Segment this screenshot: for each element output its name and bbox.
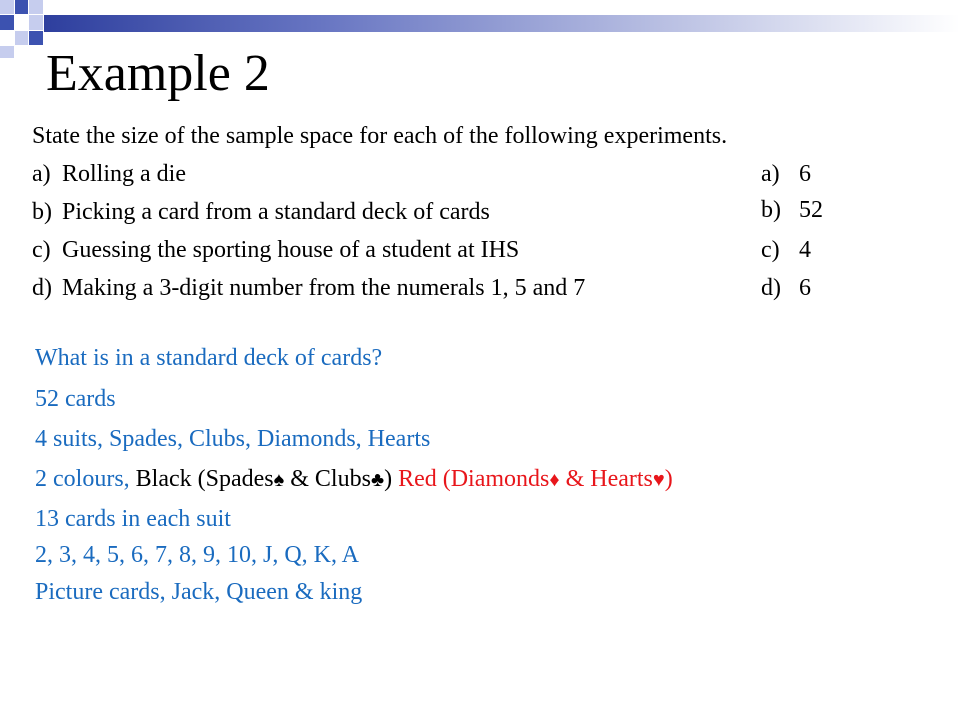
decor-square — [15, 31, 28, 45]
slide-title: Example 2 — [46, 45, 270, 102]
decor-square — [0, 46, 14, 58]
item-letter-a: a) — [32, 161, 51, 187]
colours-prefix: 2 colours, — [35, 466, 136, 492]
decor-square — [29, 15, 43, 30]
item-letter-c: c) — [32, 237, 51, 263]
answer-letter: b) — [761, 197, 781, 223]
deck-picture-cards: Picture cards, Jack, Queen & king — [35, 579, 363, 605]
header-gradient-bar — [44, 15, 960, 32]
deck-colours — [35, 465, 673, 494]
spade-icon: ♠ — [273, 469, 285, 491]
question-text: State the size of the sample space for each of the following experiments. — [32, 123, 728, 149]
deck-ranks: 2, 3, 4, 5, 6, 7, 8, 9, 10, J, Q, K, A — [35, 542, 360, 568]
decor-square — [15, 0, 28, 14]
answer-letter: d) — [761, 275, 781, 301]
decor-square — [29, 31, 43, 45]
black-close: ) — [384, 466, 393, 492]
item-text-b: Picking a card from a standard deck of cards — [62, 199, 490, 225]
deck-question: What is in a standard deck of cards? — [35, 345, 383, 371]
decor-square — [0, 0, 14, 14]
answer-value: 52 — [799, 197, 823, 223]
answer-value: 4 — [799, 237, 811, 263]
answer-value: 6 — [799, 161, 811, 187]
answer-letter: a) — [761, 161, 780, 187]
item-letter-d: d) — [32, 275, 52, 301]
item-text-a: Rolling a die — [62, 161, 186, 187]
item-letter-b: b) — [32, 199, 52, 225]
diamond-icon: ♦ — [549, 469, 560, 491]
decor-square — [29, 0, 43, 14]
answer-d — [761, 274, 811, 302]
answer-b — [761, 196, 823, 224]
and-hearts-text: & Hearts — [559, 466, 653, 492]
answer-a — [761, 160, 811, 188]
decor-square — [0, 15, 14, 30]
black-text: Black (Spades — [135, 466, 274, 492]
deck-per-suit: 13 cards in each suit — [35, 506, 231, 532]
item-text-d: Making a 3-digit number from the numerals 1, 5 and 7 — [62, 275, 586, 301]
red-text: Red (Diamonds — [392, 466, 550, 492]
answer-c — [761, 236, 811, 264]
and-clubs-text: & Clubs — [284, 466, 371, 492]
answer-value: 6 — [799, 275, 811, 301]
red-close: ) — [664, 466, 673, 492]
heart-icon: ♥ — [652, 469, 665, 491]
item-text-c: Guessing the sporting house of a student at IHS — [62, 237, 520, 263]
deck-count: 52 cards — [35, 386, 116, 412]
deck-suits: 4 suits, Spades, Clubs, Diamonds, Hearts — [35, 426, 431, 452]
answer-letter: c) — [761, 237, 780, 263]
club-icon: ♣ — [370, 469, 385, 491]
